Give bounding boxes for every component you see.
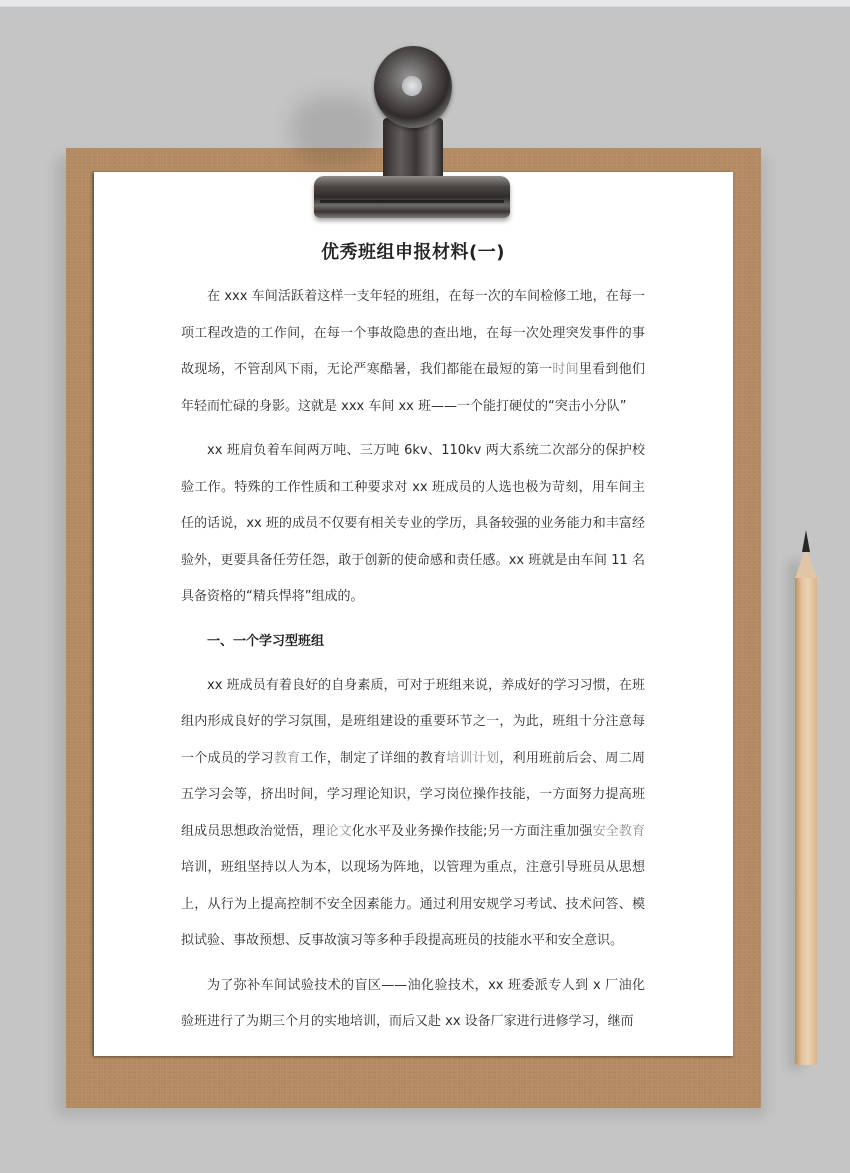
top-band <box>0 0 850 7</box>
text-run: 为了弥补车间试验技术的盲区——油化验技术，xx 班委派专人到 x 厂油化验班进行了为期三个月的实地培训，而后又赴 xx 设备厂家进行进修学习，继而 <box>181 977 645 1029</box>
paragraph-3 <box>181 668 645 960</box>
text-run: 工作，制定了详细的教育 <box>300 750 447 766</box>
paragraph-2 <box>181 433 645 616</box>
paper-sheet <box>94 172 733 1056</box>
text-run: ，利用班前后会、周二周五学习会等，挤出时间，学习理论知识，学习岗位操作技能，一方面努力提高班组成员思想政治觉悟，理 <box>181 750 645 839</box>
pencil-lead <box>802 530 810 552</box>
section-heading: 一、一个学习型班组 <box>207 633 325 649</box>
link-text[interactable]: 培训计划 <box>446 750 500 766</box>
text-run: 培训，班组坚持以人为本，以现场为阵地，以管理为重点，注意引导班员从思想上，从行为上提高控制不安全因素能力。通过利用安规学习考试、技术问答、模拟试验、事故预想、反事故演习等多种手段提高班员的技能水平和安全意识。 <box>181 860 645 948</box>
link-text[interactable]: 安全教育 <box>592 823 645 839</box>
text-run: xx 班肩负着车间两万吨、三万吨 6kv、110kv 两大系统二次部分的保护校验工作。特殊的工作性质和工种要求对 xx 班成员的人选也极为苛刻，用车间主任的话说，xx 班的成员不仅要有相关专业的学历，具备较强的业务能力和丰富经验外，更要具备任劳任怨，敢于创新的使命感和责任感。xx 班就是由车间 11 名具备资格的“精兵悍将”组成的。 <box>181 443 645 604</box>
link-text[interactable]: 教育 <box>273 750 301 766</box>
text-run: xx 班成员有着良好的自身素质，可对于班组来说，养成好的学习习惯，在班组内形成良好的学习氛围，是班组建设的重要环节之一，为此，班组十分注意每一个成员的学习 <box>181 677 645 766</box>
link-text[interactable]: 时间 <box>552 362 579 377</box>
document-title: 优秀班组申报材料(一) <box>321 242 505 263</box>
text-run: 化水平及业务操作技能;另一方面注重加强 <box>351 823 593 839</box>
binder-clip-icon <box>314 176 510 218</box>
pencil-icon <box>795 575 817 1065</box>
binder-clip-shadow <box>290 95 380 165</box>
link-text[interactable]: 论文 <box>325 823 352 839</box>
binder-clip-hole <box>402 76 422 96</box>
document-body <box>181 238 645 1049</box>
text-run: 在 xxx 车间活跃着这样一支年轻的班组，在每一次的车间检修工地，在每一项工程改造的工作间，在每一个事故隐患的查出地，在每一次处理突发事件的事故现场，不管刮风下雨，无论严寒酷暑，我们都能在最短的第一 <box>181 289 645 377</box>
text-run: 里看到他们年轻而忙碌的身影。这就是 xxx 车间 xx 班——一个能打硬仗的“突击小分队” <box>181 362 645 414</box>
paragraph-1 <box>181 279 645 425</box>
pencil-tip <box>795 548 817 578</box>
paragraph-4 <box>181 968 645 1041</box>
